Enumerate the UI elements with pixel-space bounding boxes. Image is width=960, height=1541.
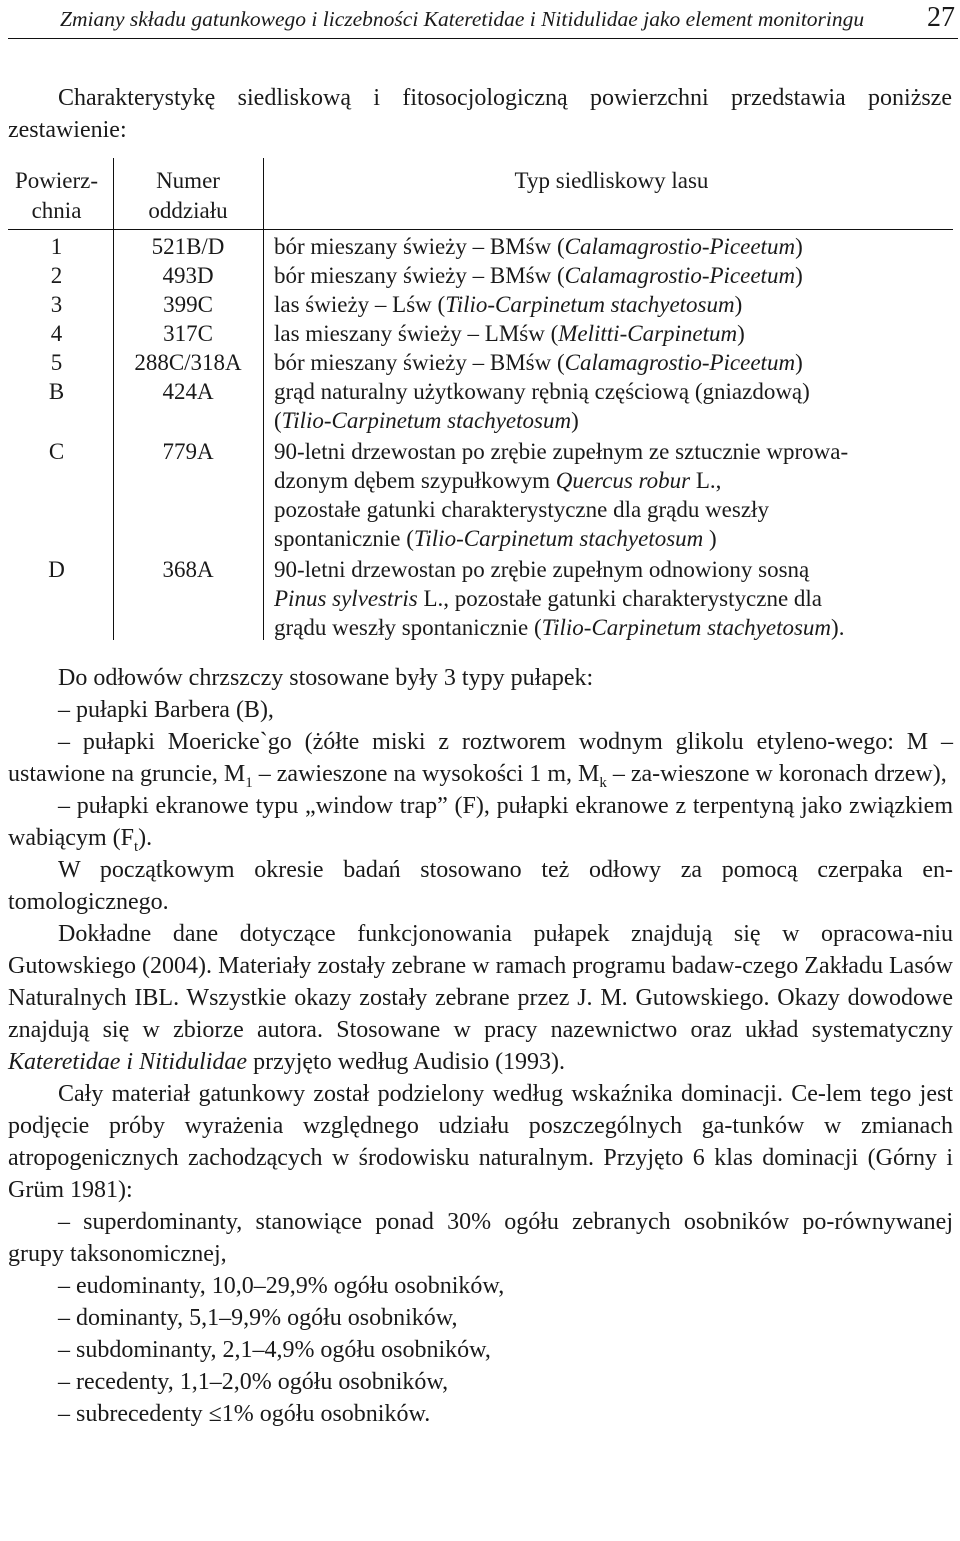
cell-plot: 3 [50, 292, 63, 317]
dominance-class: – superdominanty, stanowiące ponad 30% ogółu zebranych osobników po-równywanej grupy taksonomicznej, [8, 1209, 953, 1267]
cell-forest-type: grąd naturalny użytkowany rębnią częściową (gniazdową) (Tilio-Carpinetum stachyetosum) [274, 379, 810, 433]
header-forest-type: Typ siedliskowy lasu [514, 168, 709, 193]
header-division: Numer oddziału [148, 168, 228, 223]
trap-window: – pułapki ekranowe typu „window trap” (F), pułapki ekranowe z terpentyną jako związkiem wabiącym $(F_t)$. [8, 793, 953, 855]
paragraph-details: Dokładne dane dotyczące funkcjonowania pułapek znajdują się w opracowa-niu Gutowskiego (2004). Materiały zostały zebrane w ramach programu badaw-czego Zakładu Lasów Naturalnych IBL. Wszystkie okazy zostały zebrane przez J. M. Gutowskiego. Okazy dowodowe znajdują się w zbiorze autora. Stosowane w pracy nazewnictwo oraz układ systematyczny Kateretidae i Nitidulidae przyjęto według Audisio (1993). [8, 921, 953, 1075]
cell-division: 399C [163, 292, 213, 317]
cell-forest-type: 90-letni drzewostan po zrębie zupełnym ze sztucznie wprowa- dzonym dębem szypułkowym Quercus robur L., pozostałe gatunki charakterystyczne dla grądu weszły spontanicznie (Tilio-Carpinetum stachyetosum ) [274, 439, 849, 551]
dominance-class: – dominanty, 5,1–9,9% ogółu osobników, [58, 1305, 458, 1331]
cell-division: 424A [162, 379, 214, 404]
cell-forest-type: las mieszany świeży – LMśw (Melitti-Carpinetum) [274, 321, 745, 346]
cell-forest-type: 90-letni drzewostan po zrębie zupełnym odnowiony sosną Pinus sylvestris L., pozostałe gatunki charakterystyczne dla grądu weszły spontanicznie (Tilio-Carpinetum stachyetosum). [274, 557, 845, 640]
cell-plot: C [48, 439, 65, 464]
trap-moericke: – pułapki Moericke`go (żółte miski z roztworem wodnym glikolu etyleno-wego: M – ustawione na gruncie, $M_1$ – zawieszone na wysokości 1 m, $M_k$ – za-wieszone w koronach drzew), [8, 729, 953, 791]
header-rule [8, 38, 958, 39]
cell-forest-type: bór mieszany świeży – BMśw (Calamagrostio-Piceetum) [274, 263, 803, 288]
cell-division: 521B/D [151, 234, 225, 259]
cell-division: 493D [162, 263, 214, 288]
cell-division: 368A [162, 557, 214, 582]
cell-division: 317C [163, 321, 213, 346]
traps-intro: Do odłowów chrzszczy stosowane były 3 typy pułapek: [58, 665, 594, 691]
cell-plot: B [48, 379, 65, 404]
running-title: Zmiany składu gatunkowego i liczebności Kateretidae i Nitidulidae jako element monitoringu [60, 7, 865, 31]
cell-plot: 5 [50, 350, 63, 375]
dominance-class: – eudominanty, 10,0–29,9% ogółu osobników, [58, 1273, 505, 1299]
cell-plot: 1 [50, 234, 63, 259]
cell-division: 288C/318A [134, 350, 242, 375]
dominance-class: – subrecedenty ≤1% ogółu osobników. [58, 1401, 431, 1427]
table-divider-2 [263, 158, 264, 640]
trap-barber: – pułapki Barbera (B), [58, 697, 274, 723]
paragraph-sweep-net: W początkowym okresie badań stosowano też odłowy za pomocą czerpaka en-tomologicznego. [8, 857, 953, 915]
page-number: 27 [927, 2, 955, 33]
dominance-class: – subdominanty, 2,1–4,9% ogółu osobników, [58, 1337, 491, 1363]
cell-forest-type: bór mieszany świeży – BMśw (Calamagrostio-Piceetum) [274, 234, 803, 259]
cell-plot: 2 [50, 263, 63, 288]
cell-plot: D [48, 557, 65, 582]
cell-forest-type: las świeży – Lśw (Tilio-Carpinetum stachyetosum) [274, 292, 743, 317]
table-header-rule [8, 229, 953, 230]
cell-plot: 4 [50, 321, 63, 346]
header-plot: Powierz- chnia [14, 168, 99, 223]
cell-division: 779A [162, 439, 214, 464]
cell-forest-type: bór mieszany świeży – BMśw (Calamagrostio-Piceetum) [274, 350, 803, 375]
intro-text: Charakterystykę siedliskową i fitosocjologiczną powierzchni przedstawia poniższe zestawienie: [8, 85, 952, 143]
paragraph-dominance: Cały materiał gatunkowy został podzielony według wskaźnika dominacji. Ce-lem tego jest podjęcie próby wyrażenia względnego udziału poszczególnych ga-tunków w zmianach atropogenicznych zachodzących w środowisku naturalnym. Przyjęto 6 klas dominacji (Górny i Grüm 1981): [8, 1081, 953, 1203]
dominance-class: – recedenty, 1,1–2,0% ogółu osobników, [58, 1369, 449, 1395]
intro-paragraph [8, 82, 952, 146]
body-text [8, 662, 953, 1430]
running-header [60, 2, 955, 36]
